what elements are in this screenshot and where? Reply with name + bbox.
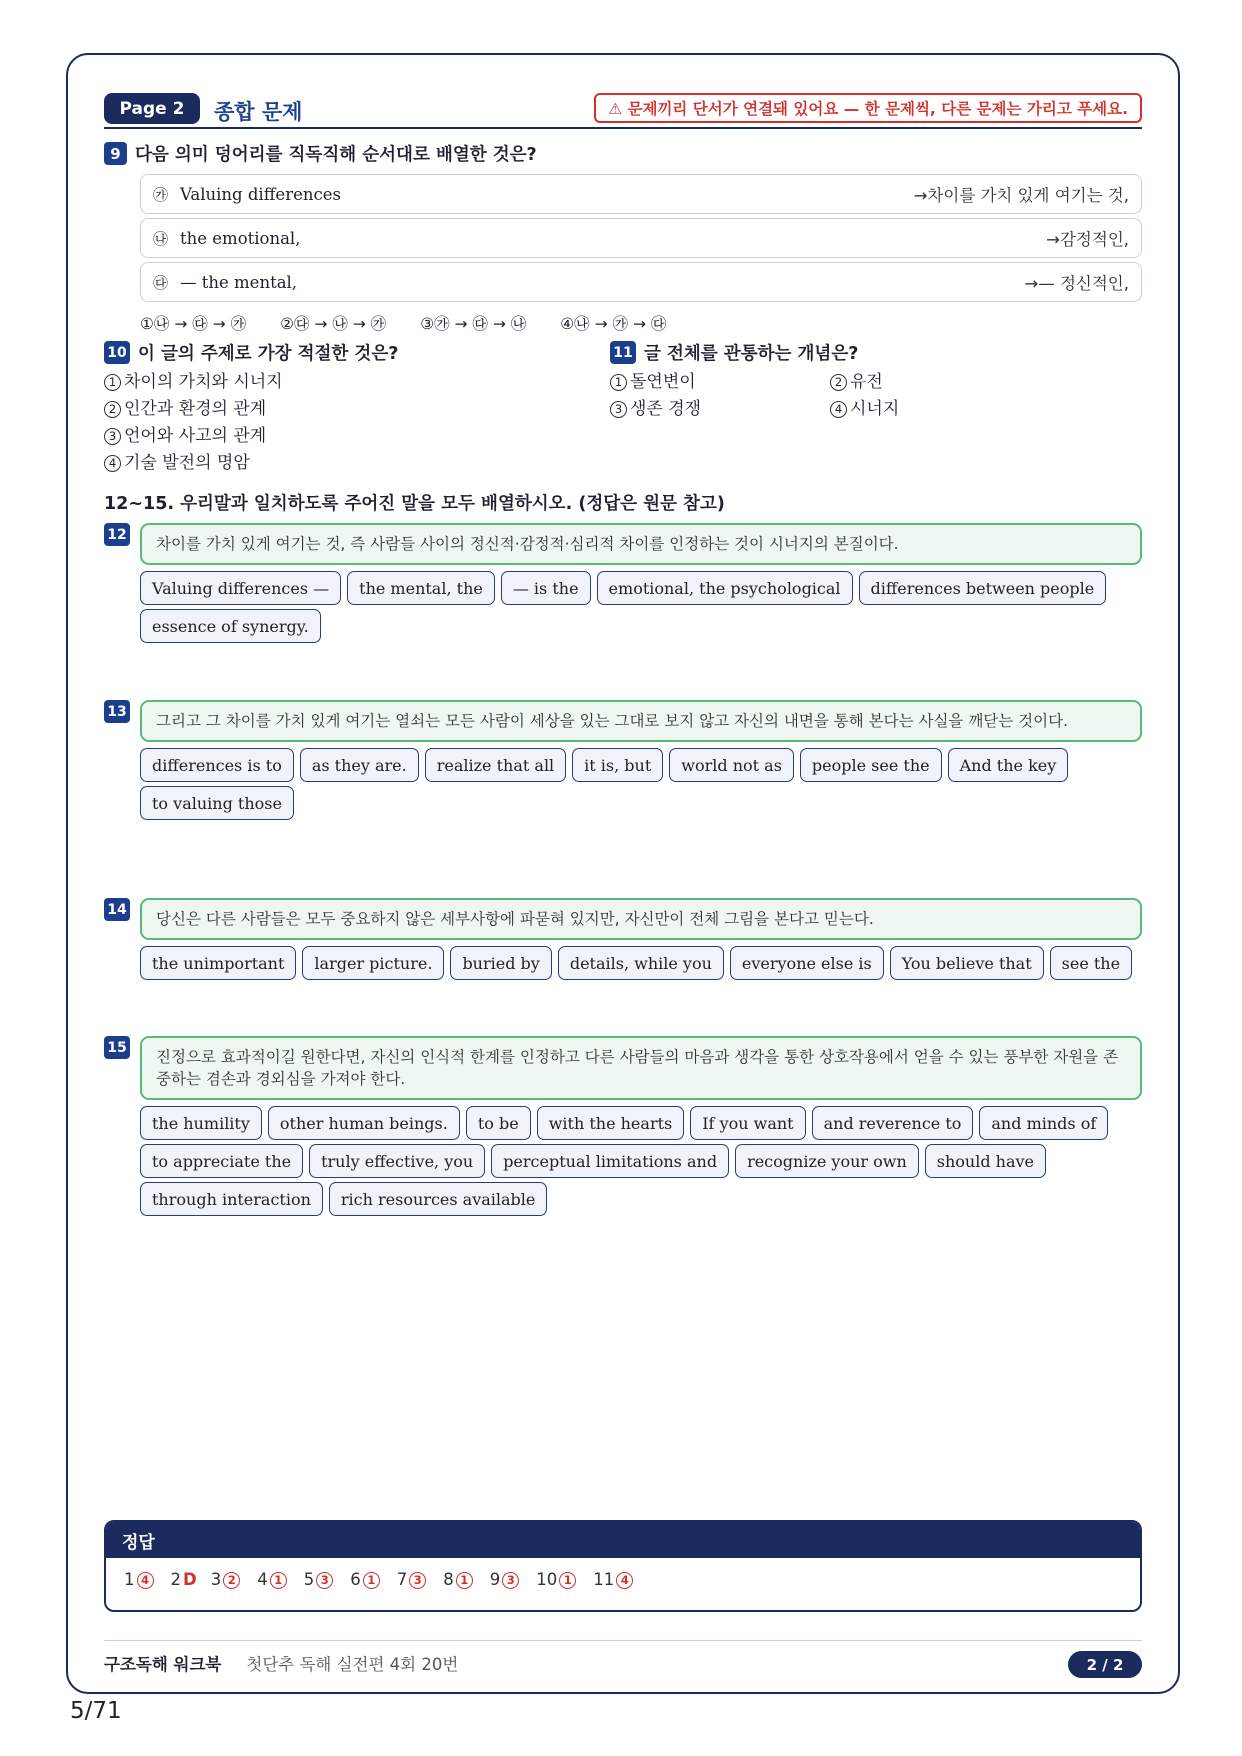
answer-item [593,1570,636,1589]
circled-number: 1 [363,1572,380,1589]
answer-number: 4 [257,1570,268,1589]
word-tile[interactable]: recognize your own [735,1144,919,1178]
choice-option[interactable]: ②㉰ → ㉯ → ㉮ [280,315,387,333]
word-tile[interactable]: the humility [140,1106,262,1140]
circled-number: 3 [104,428,121,445]
word-tiles [140,748,1142,820]
choice-list [610,369,1030,423]
circled-number: 3 [409,1572,426,1589]
page-label: Page 2 [104,93,200,124]
word-tile[interactable]: everyone else is [730,946,884,980]
circled-number: 4 [104,455,121,472]
worksheet-page [66,53,1180,1694]
question-10 [104,340,584,477]
section-heading: 12~15. 우리말과 일치하도록 주어진 말을 모두 배열하시오. (정답은 원문 참고) [104,494,725,514]
answer-item [350,1570,383,1589]
word-tile[interactable]: people see the [800,748,942,782]
question-number: 15 [104,1036,130,1059]
answer-key-title: 정답 [106,1522,1140,1558]
word-tile[interactable]: details, while you [558,946,724,980]
word-tile[interactable]: through interaction [140,1182,323,1216]
word-tile[interactable]: should have [925,1144,1046,1178]
chunk-row [140,174,1142,214]
page-header [104,93,1142,129]
answer-item [171,1570,197,1589]
circled-number: 1 [559,1572,576,1589]
answer-value [363,1570,383,1589]
circled-number: 1 [610,374,627,391]
answer-number: 9 [489,1570,501,1589]
question-15 [104,1036,1142,1216]
word-tile[interactable]: to valuing those [140,786,294,820]
word-tile[interactable]: You believe that [890,946,1044,980]
choice-option[interactable]: ④㉯ → ㉮ → ㉰ [560,315,667,333]
word-tile[interactable]: — is the [501,571,591,605]
chunk-english: — the mental, [180,272,298,292]
word-tiles [140,946,1142,980]
word-tile[interactable]: it is, but [572,748,663,782]
chunk-row [140,262,1142,302]
word-tile[interactable]: buried by [450,946,551,980]
answer-number: 6 [350,1570,361,1589]
answer-number: 11 [593,1570,615,1589]
footer-brand: 구조독해 워크북 [104,1655,222,1674]
circled-number: 2 [830,374,847,391]
choice-text: 차이의 가치와 시너지 [124,372,283,392]
choice-option[interactable] [104,450,584,477]
answer-item [304,1570,337,1589]
chunk-marker: ㉯ [153,229,169,248]
choice-text: 생존 경쟁 [630,399,702,419]
answer-number: 7 [396,1570,408,1589]
word-tile[interactable]: emotional, the psychological [597,571,853,605]
question-12 [104,523,1142,643]
choice-list [140,312,1142,334]
choice-text: 유전 [850,372,883,392]
questions-10-11 [104,340,1142,480]
question-number: 9 [104,142,127,165]
chunk-korean: →차이를 가치 있게 여기는 것, [913,186,1129,205]
word-tile[interactable]: perceptual limitations and [491,1144,729,1178]
choice-text: 기술 발전의 명암 [124,453,250,473]
answer-number: 2 [170,1570,181,1589]
answer-number: 1 [124,1570,135,1589]
circled-number: 1 [104,374,121,391]
circled-number: 2 [104,401,121,418]
answer-list [106,1558,1140,1601]
choice-text: 인간과 환경의 관계 [124,399,267,419]
word-tile[interactable]: with the hearts [537,1106,685,1140]
word-tile[interactable]: And the key [948,748,1069,782]
choice-option[interactable] [104,423,584,450]
chunk-korean: →감정적인, [1046,230,1129,249]
korean-sentence: 당신은 다른 사람들은 모두 중요하지 않은 세부사항에 파묻혀 있지만, 자신만이 전체 그림을 본다고 믿는다. [140,898,1142,940]
circled-number: 2 [223,1572,240,1589]
answer-value [409,1570,429,1589]
page-footer [104,1640,1142,1680]
circled-number: 4 [616,1572,633,1589]
word-tile[interactable]: the unimportant [140,946,296,980]
answer-value [223,1570,243,1589]
choice-option[interactable] [610,396,830,423]
question-number: 13 [104,700,130,723]
circled-number: 3 [610,401,627,418]
answer-key [104,1520,1142,1612]
word-tile[interactable]: to be [466,1106,531,1140]
choice-text: 언어와 사고의 관계 [124,426,267,446]
chunk-english: the emotional, [180,228,301,248]
answer-item [490,1570,523,1589]
page-title: 종합 문제 [214,100,303,124]
circled-number: 3 [502,1572,519,1589]
circled-number: 4 [830,401,847,418]
question-13 [104,700,1142,820]
word-tile[interactable]: differences between people [859,571,1107,605]
answer-item [536,1570,579,1589]
choice-option[interactable] [830,369,1030,396]
circled-number: 1 [456,1572,473,1589]
answer-number: 5 [303,1570,315,1589]
question-text: 글 전체를 관통하는 개념은? [644,344,859,364]
word-tile[interactable]: other human beings. [268,1106,460,1140]
word-tile[interactable]: realize that all [425,748,566,782]
word-tile[interactable]: essence of synergy. [140,609,321,643]
choice-list [104,369,584,477]
pdf-page-indicator: 5/71 [70,1698,122,1724]
word-tile[interactable]: and minds of [979,1106,1108,1140]
chunk-english: Valuing differences [180,184,341,204]
answer-number: 3 [210,1570,222,1589]
answer-value [137,1570,157,1589]
question-text: 다음 의미 덩어리를 직독직해 순서대로 배열한 것은? [135,145,537,165]
answer-value [559,1570,579,1589]
word-tiles [140,571,1142,643]
question-number: 14 [104,898,130,921]
chunk-marker: ㉮ [153,185,169,204]
choice-option[interactable]: ①㉯ → ㉰ → ㉮ [140,315,247,333]
answer-item [397,1570,430,1589]
answer-number: 10 [536,1570,558,1589]
circled-number: 1 [270,1572,287,1589]
answer-value: D [183,1570,197,1589]
answer-value [270,1570,290,1589]
choice-option[interactable] [104,369,584,396]
word-tile[interactable]: differences is to [140,748,294,782]
choice-option[interactable]: ③㉮ → ㉰ → ㉯ [420,315,527,333]
word-tile[interactable]: and reverence to [812,1106,974,1140]
circled-number: 3 [316,1572,333,1589]
word-tile[interactable]: world not as [669,748,794,782]
word-tile[interactable]: Valuing differences — [140,571,341,605]
answer-item [211,1570,244,1589]
chunk-korean: →— 정신적인, [1024,274,1129,293]
chunk-row [140,218,1142,258]
chunk-marker: ㉰ [153,273,169,292]
circled-number: 4 [137,1572,154,1589]
answer-item [443,1570,476,1589]
word-tile[interactable]: see the [1050,946,1132,980]
word-tiles [140,1106,1142,1216]
answer-item [124,1570,157,1589]
question-11 [610,340,1030,423]
answer-value [316,1570,336,1589]
answer-number: 8 [443,1570,454,1589]
question-number: 10 [104,341,130,364]
question-9 [104,141,1142,334]
choice-option[interactable] [610,369,830,396]
choice-text: 돌연변이 [630,372,696,392]
footer-source: 첫단추 독해 실전편 4회 20번 [246,1655,459,1674]
word-tile[interactable]: larger picture. [302,946,444,980]
word-tile[interactable]: If you want [690,1106,805,1140]
korean-sentence: 차이를 가치 있게 여기는 것, 즉 사람들 사이의 정신적·감정적·심리적 차이를 인정하는 것이 시너지의 본질이다. [140,523,1142,565]
korean-sentence: 진정으로 효과적이길 원한다면, 자신의 인식적 한계를 인정하고 다른 사람들의 마음과 생각을 통한 상호작용에서 얻을 수 있는 풍부한 자원을 존중하는 겸손과 경외심을 가져야 한다. [140,1036,1142,1100]
choice-option[interactable] [830,396,1030,423]
word-tile[interactable]: as they are. [300,748,419,782]
word-tile[interactable]: to appreciate the [140,1144,303,1178]
question-14 [104,898,1142,980]
word-tile[interactable]: the mental, the [347,571,495,605]
answer-value [616,1570,636,1589]
korean-sentence: 그리고 그 차이를 가치 있게 여기는 열쇠는 모든 사람이 세상을 있는 그대로 보지 않고 자신의 내면을 통해 본다는 사실을 깨닫는 것이다. [140,700,1142,742]
word-tile[interactable]: rich resources available [329,1182,547,1216]
chunk-list [104,174,1142,302]
question-number: 11 [610,341,636,364]
question-text: 이 글의 주제로 가장 적절한 것은? [138,344,399,364]
footer-page-number: 2 / 2 [1068,1651,1142,1678]
choice-text: 시너지 [850,399,900,419]
answer-item [257,1570,290,1589]
word-tile[interactable]: truly effective, you [309,1144,485,1178]
warning-banner: ⚠ 문제끼리 단서가 연결돼 있어요 — 한 문제씩, 다른 문제는 가리고 푸세요. [594,93,1142,123]
answer-value [456,1570,476,1589]
question-number: 12 [104,523,130,546]
choice-option[interactable] [104,396,584,423]
answer-value [502,1570,522,1589]
